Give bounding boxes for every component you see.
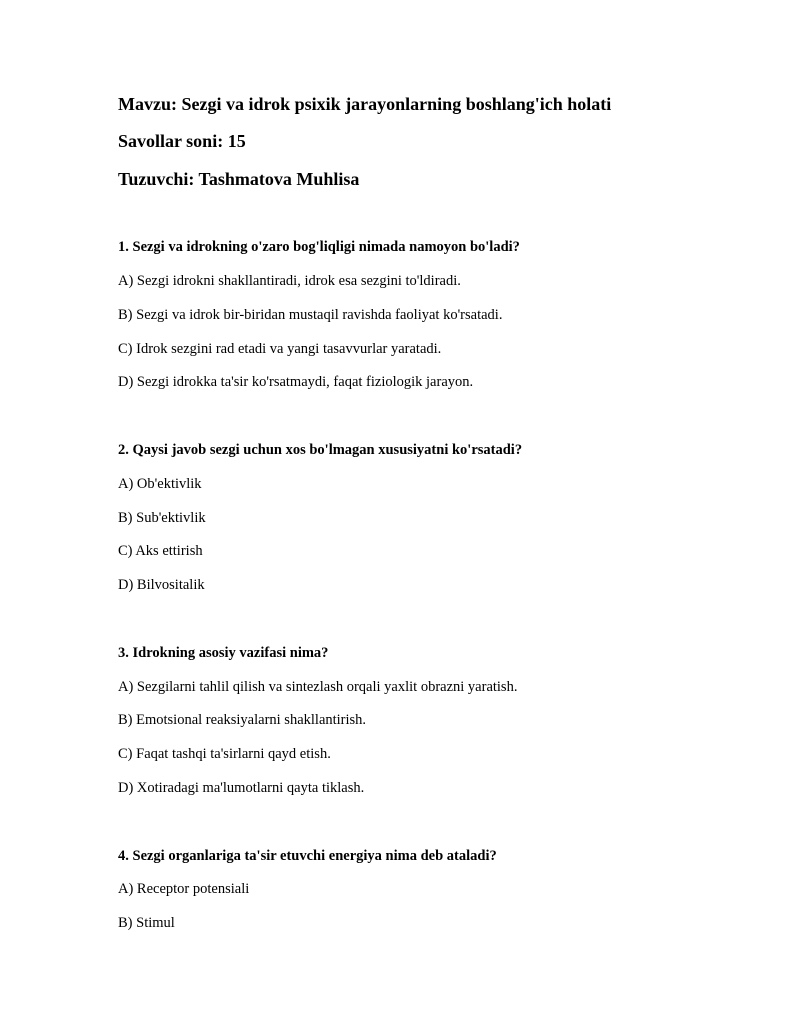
question-1-option-c: C) Idrok sezgini rad etadi va yangi tasavvurlar yaratadi. <box>118 341 442 357</box>
question-3-option-d: D) Xotiradagi ma'lumotlarni qayta tiklash. <box>118 780 365 796</box>
question-3-option-c: C) Faqat tashqi ta'sirlarni qayd etish. <box>118 746 331 762</box>
question-4-option-b: B) Stimul <box>118 915 175 931</box>
question-1-option-a: A) Sezgi idrokni shakllantiradi, idrok esa sezgini to'ldiradi. <box>118 273 461 289</box>
question-4-option-a: A) Receptor potensiali <box>118 881 250 897</box>
question-1-option-b: B) Sezgi va idrok bir-biridan mustaqil ravishda faoliyat ko'rsatadi. <box>118 307 503 323</box>
question-3-option-a: A) Sezgilarni tahlil qilish va sintezlash orqali yaxlit obrazni yaratish. <box>118 679 518 695</box>
question-1-option-d: D) Sezgi idrokka ta'sir ko'rsatmaydi, faqat fiziologik jarayon. <box>118 374 474 390</box>
question-count: Savollar soni: 15 <box>118 131 246 151</box>
question-2: 2. Qaysi javob sezgi uchun xos bo'lmagan xususiyatni ko'rsatadi? <box>118 442 523 458</box>
question-2-option-a: A) Ob'ektivlik <box>118 476 202 492</box>
question-2-option-b: B) Sub'ektivlik <box>118 510 206 526</box>
question-1: 1. Sezgi va idrokning o'zaro bog'liqligi nimada namoyon bo'ladi? <box>118 239 520 255</box>
question-3: 3. Idrokning asosiy vazifasi nima? <box>118 645 329 661</box>
question-2-option-c: C) Aks ettirish <box>118 543 203 559</box>
question-2-option-d: D) Bilvositalik <box>118 577 205 593</box>
question-4: 4. Sezgi organlariga ta'sir etuvchi energiya nima deb ataladi? <box>118 848 497 864</box>
author-line: Tuzuvchi: Tashmatova Muhlisa <box>118 169 360 189</box>
question-3-option-b: B) Emotsional reaksiyalarni shakllantirish. <box>118 712 367 728</box>
topic-heading: Mavzu: Sezgi va idrok psixik jarayonlarning boshlang'ich holati <box>118 94 612 114</box>
